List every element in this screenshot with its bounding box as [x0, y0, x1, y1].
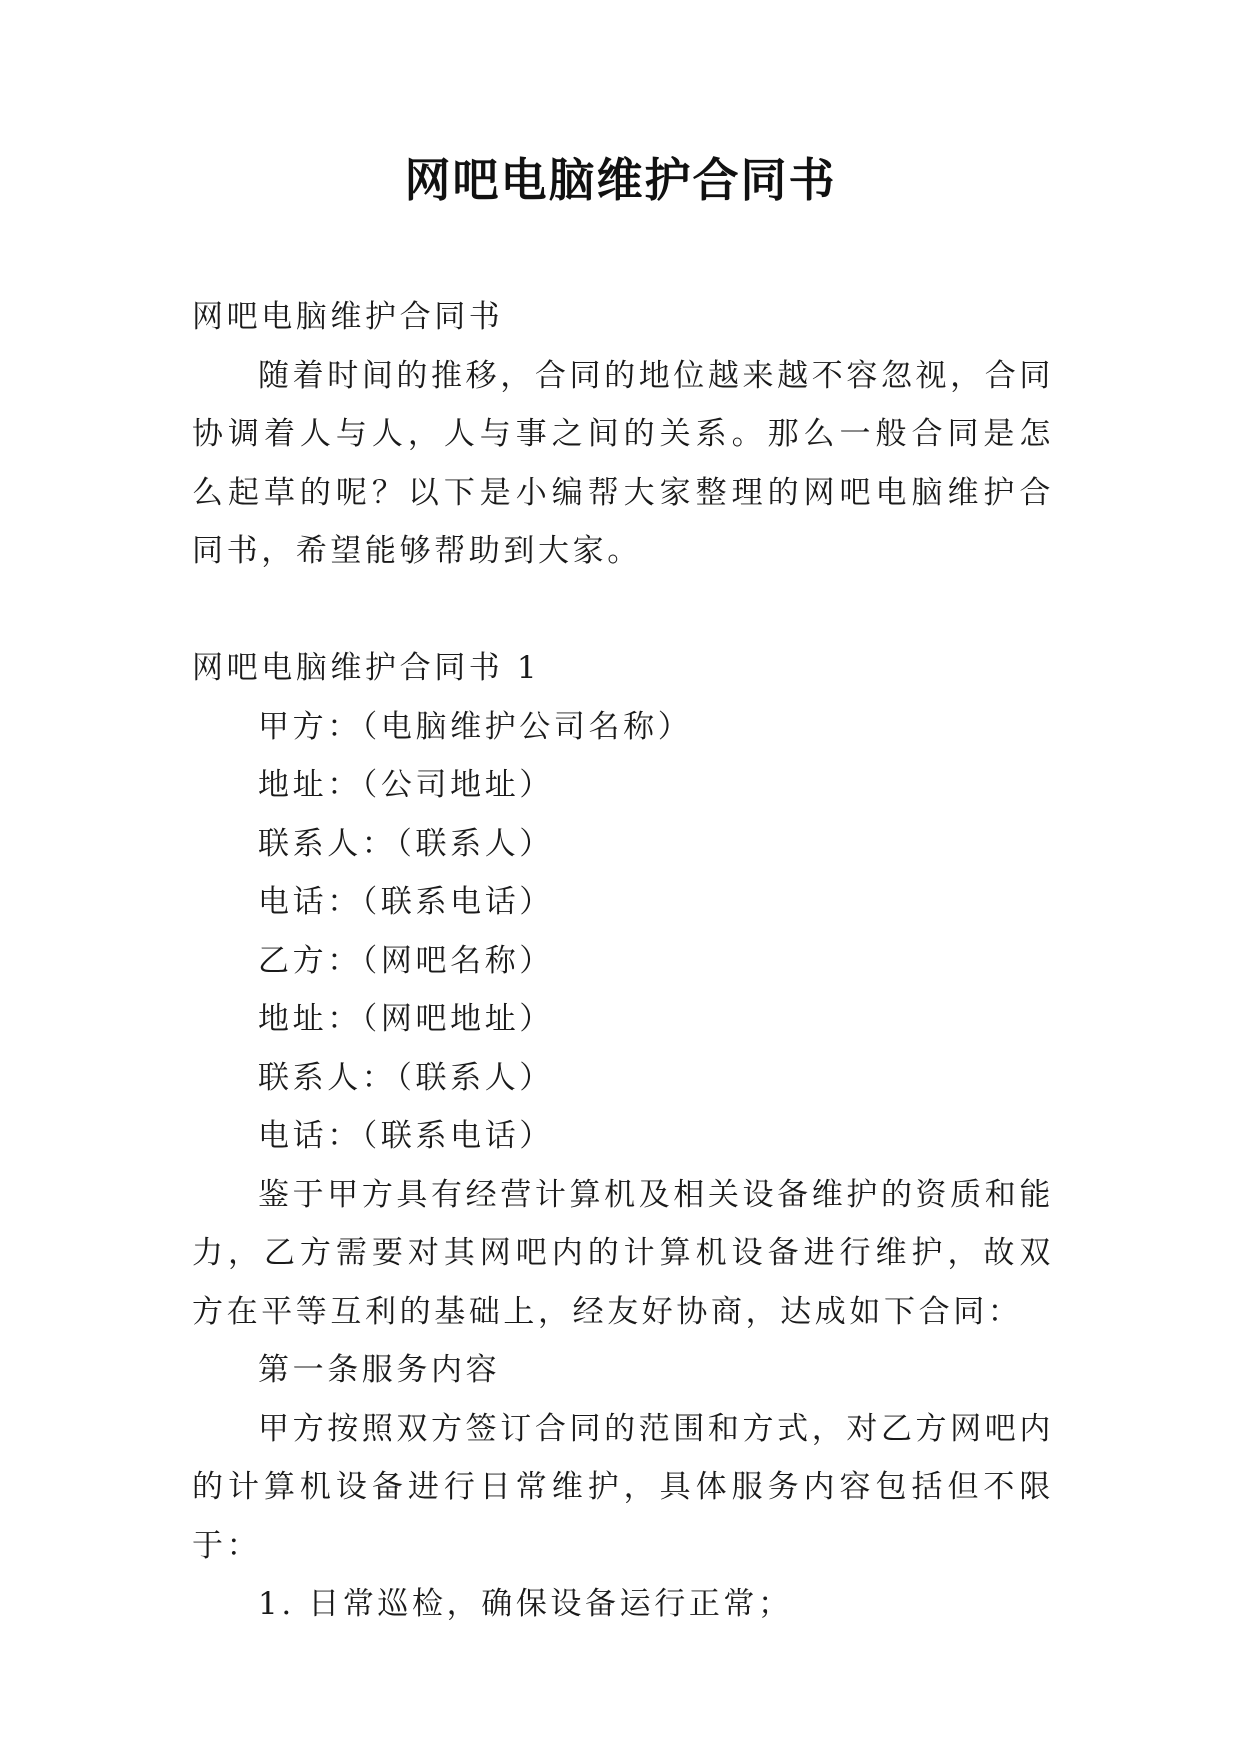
party-a-name: 甲方：（电脑维护公司名称） [258, 708, 693, 745]
party-a-address: 地址：（公司地址） [258, 767, 554, 803]
preamble-paragraph: 鉴于甲方具有经营计算机及相关设备维护的资质和能力，乙方需要对其网吧内的计算机设备进行维护，故双方在平等互利的基础上，经友好协商，达成如下合同： [192, 1176, 1054, 1330]
list-item: 1. 日常巡检，确保设备运行正常； [258, 1586, 793, 1622]
party-a-contact: 联系人：（联系人） [258, 825, 554, 862]
party-b-contact: 联系人：（联系人） [258, 1059, 554, 1096]
document-title: 网吧电脑维护合同书 [404, 153, 837, 207]
article-1-heading: 第一条服务内容 [258, 1352, 501, 1388]
intro-paragraph: 随着时间的推移，合同的地位越来越不容忽视，合同协调着人与人，人与事之间的关系。那么一般合同是怎么起草的呢？以下是小编帮大家整理的网吧电脑维护合同书，希望能够帮助到大家。 [192, 357, 1054, 569]
document-body [192, 288, 1054, 1634]
document-subtitle: 网吧电脑维护合同书 [192, 299, 504, 335]
party-b-name: 乙方：（网吧名称） [258, 942, 554, 979]
party-b-phone: 电话：（联系电话） [258, 1118, 554, 1154]
party-b-address: 地址：（网吧地址） [258, 1001, 554, 1037]
section-heading: 网吧电脑维护合同书 1 [192, 650, 541, 686]
article-1-paragraph: 甲方按照双方签订合同的范围和方式，对乙方网吧内的计算机设备进行日常维护，具体服务内容包括但不限于： [192, 1410, 1054, 1564]
paragraph-gap [192, 581, 1054, 640]
party-a-phone: 电话：（联系电话） [258, 884, 554, 920]
